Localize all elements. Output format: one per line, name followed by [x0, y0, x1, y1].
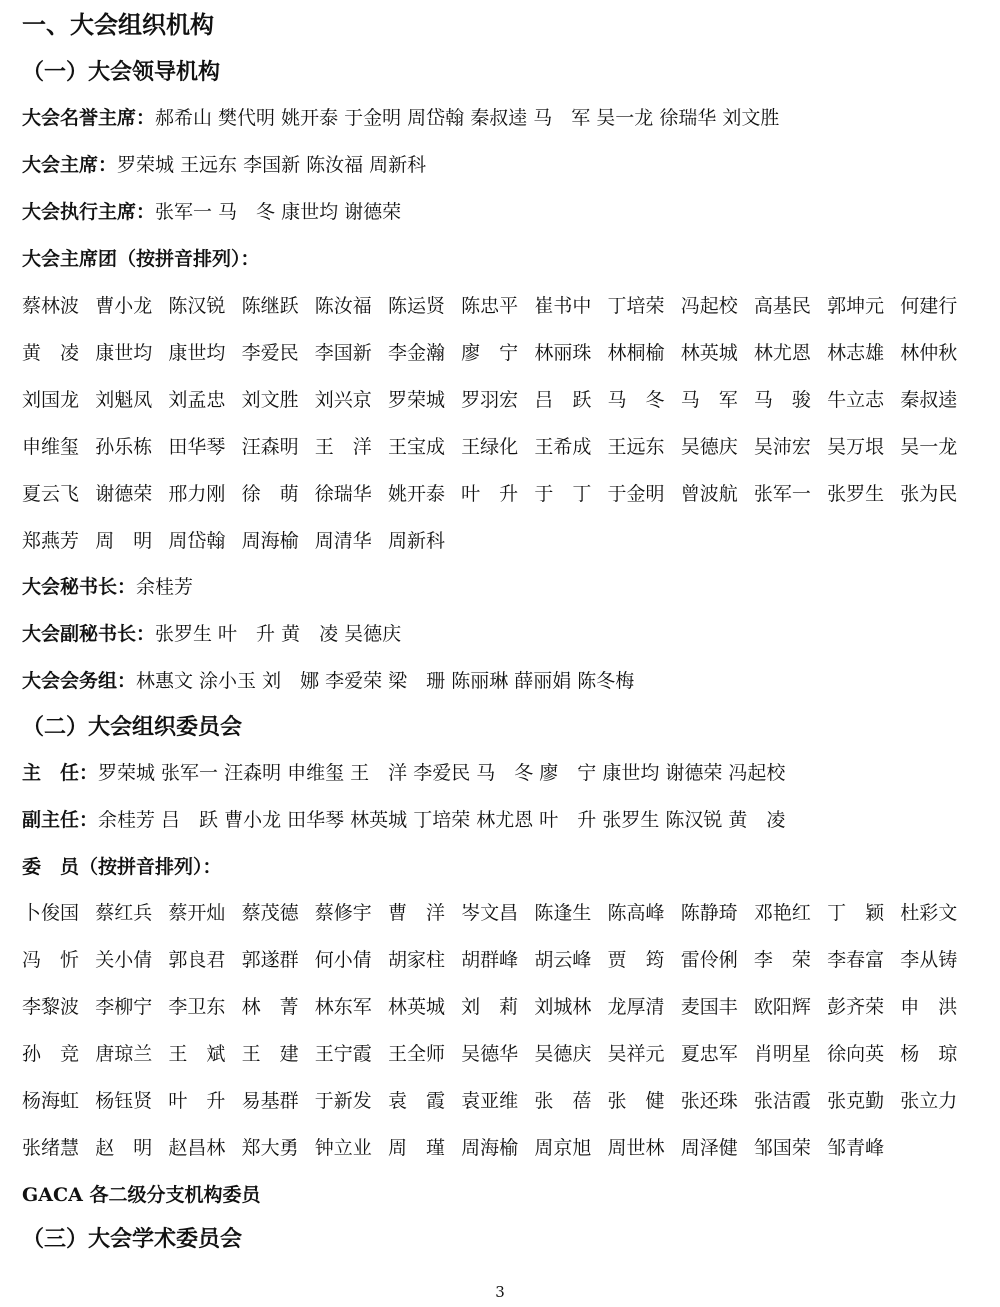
name-entry: 周泽健: [680, 1137, 738, 1159]
chair-line: [22, 151, 426, 179]
name-entry: 徐 萌: [241, 483, 299, 505]
honorary-chairs-label: 大会名誉主席：: [22, 107, 156, 129]
name-entry: 王远东: [607, 436, 665, 458]
section-heading-academic-committee: （三）大会学术委员会: [22, 1226, 243, 1252]
name-entry: 吴沛宏: [753, 436, 811, 458]
name-entry: 蔡林波: [22, 295, 80, 317]
members-label: 委 员（按拼音排列）：: [22, 856, 222, 878]
name-entry: 孙乐栋: [95, 436, 153, 458]
name-entry: 林 菁: [241, 996, 299, 1018]
name-entry: 李黎波: [22, 996, 80, 1018]
name-entry: 曾波航: [680, 483, 738, 505]
name-entry: 吴万垠: [827, 436, 885, 458]
name-entry: 林尤恩: [753, 342, 811, 364]
name-entry: 郭遂群: [241, 949, 299, 971]
director-names: 罗荣城 张军一 汪森明 申维玺 王 洋 李爱民 马 冬 廖 宁 康世均 谢德荣 冯起校: [98, 762, 786, 784]
name-entry: 何小倩: [314, 949, 372, 971]
name-entry: 曹 洋: [387, 902, 445, 924]
name-entry: 吴德华: [461, 1043, 519, 1065]
name-entry: 王 斌: [168, 1043, 226, 1065]
secretary-label: 大会秘书长：: [22, 576, 137, 598]
name-entry: 邓艳红: [753, 902, 811, 924]
secretary-names: 余桂芳: [136, 576, 194, 598]
name-entry: 于 丁: [534, 483, 592, 505]
name-entry: 邹国荣: [753, 1137, 811, 1159]
name-entry: 吴一龙: [900, 436, 958, 458]
name-entry: 唐琼兰: [95, 1043, 153, 1065]
name-entry: 陈高峰: [607, 902, 665, 924]
name-entry: 张为民: [900, 483, 958, 505]
name-entry: 钟立业: [314, 1137, 372, 1159]
name-entry: 夏云飞: [22, 483, 80, 505]
name-entry: 杨钰贤: [95, 1090, 153, 1112]
affairs-group-line: [22, 667, 634, 695]
name-entry: 麦国丰: [680, 996, 738, 1018]
name-entry: 周 明: [95, 530, 153, 552]
executive-chair-names: 张军一 马 冬 康世均 谢德荣: [155, 201, 402, 223]
page-title: 一、大会组织机构: [22, 10, 214, 39]
honorary-chairs-names: 郝希山 樊代明 姚开泰 于金明 周岱翰 秦叔逵 马 军 吴一龙 徐瑞华 刘文胜: [155, 107, 780, 129]
name-entry: 邹青峰: [827, 1137, 885, 1159]
name-entry: 王希成: [534, 436, 592, 458]
name-entry: 冯 忻: [22, 949, 80, 971]
name-entry: 康世均: [168, 342, 226, 364]
name-entry: 胡家柱: [387, 949, 445, 971]
name-entry: 龙厚清: [607, 996, 665, 1018]
name-entry: 刘魁凤: [95, 389, 153, 411]
name-entry: 陈运贤: [387, 295, 445, 317]
name-entry: 吴祥元: [607, 1043, 665, 1065]
name-entry: 罗荣城: [387, 389, 445, 411]
deputy-secretary-label: 大会副秘书长：: [22, 623, 156, 645]
name-entry: 丁培荣: [607, 295, 665, 317]
name-entry: 孙 竞: [22, 1043, 80, 1065]
name-entry: 蔡红兵: [95, 902, 153, 924]
name-entry: 叶 升: [168, 1090, 226, 1112]
name-entry: 郭坤元: [827, 295, 885, 317]
name-entry: 刘孟忠: [168, 389, 226, 411]
name-entry: 田华琴: [168, 436, 226, 458]
name-entry: 张罗生: [827, 483, 885, 505]
name-entry: 郑大勇: [241, 1137, 299, 1159]
chair-names: 罗荣城 王远东 李国新 陈汝福 周新科: [117, 154, 427, 176]
name-entry: 周新科: [387, 530, 445, 552]
name-entry: 张洁霞: [753, 1090, 811, 1112]
name-entry: 廖 宁: [461, 342, 519, 364]
name-entry: 李春富: [827, 949, 885, 971]
name-entry: 刘 莉: [461, 996, 519, 1018]
name-entry: 赵昌林: [168, 1137, 226, 1159]
presidium-heading-line: [22, 245, 260, 273]
name-entry: 胡群峰: [461, 949, 519, 971]
name-entry: 徐瑞华: [314, 483, 372, 505]
name-entry: 蔡茂德: [241, 902, 299, 924]
name-entry: 周京旭: [534, 1137, 592, 1159]
name-entry: 王宁霞: [314, 1043, 372, 1065]
name-entry: 张立力: [900, 1090, 958, 1112]
name-entry: 卜俊国: [22, 902, 80, 924]
name-entry: 肖明星: [753, 1043, 811, 1065]
name-entry: 何建行: [900, 295, 958, 317]
name-entry: 吴德庆: [680, 436, 738, 458]
name-entry: 王宝成: [387, 436, 445, 458]
section-heading-leadership: （一）大会领导机构: [22, 59, 221, 85]
name-entry: 于新发: [314, 1090, 372, 1112]
name-entry: 罗羽宏: [461, 389, 519, 411]
vice-director-label: 副主任：: [22, 809, 99, 831]
name-entry: 胡云峰: [534, 949, 592, 971]
name-entry: 李柳宁: [95, 996, 153, 1018]
name-entry: 林志雄: [827, 342, 885, 364]
name-entry: 秦叔逵: [900, 389, 958, 411]
director-line: [22, 759, 785, 787]
name-entry: 郑燕芳: [22, 530, 80, 552]
name-entry: 陈继跃: [241, 295, 299, 317]
name-entry: 邢力刚: [168, 483, 226, 505]
name-entry: 陈逢生: [534, 902, 592, 924]
name-entry: 王 洋: [314, 436, 372, 458]
name-entry: 李 荣: [753, 949, 811, 971]
presidium-name-grid: [22, 292, 973, 574]
name-entry: 张还珠: [680, 1090, 738, 1112]
name-entry: 冯起校: [680, 295, 738, 317]
vice-director-names: 余桂芳 吕 跃 曹小龙 田华琴 林英城 丁培荣 林尤恩 叶 升 张罗生 陈汉锐 黄 凌: [98, 809, 786, 831]
name-entry: 郭良君: [168, 949, 226, 971]
name-entry: 李卫东: [168, 996, 226, 1018]
name-entry: 崔书中: [534, 295, 592, 317]
name-entry: 岑文昌: [461, 902, 519, 924]
name-entry: 林桐榆: [607, 342, 665, 364]
name-entry: 张 健: [607, 1090, 665, 1112]
name-entry: 于金明: [607, 483, 665, 505]
deputy-secretary-line: [22, 620, 401, 648]
name-entry: 欧阳辉: [753, 996, 811, 1018]
name-entry: 王 建: [241, 1043, 299, 1065]
name-entry: 周海榆: [241, 530, 299, 552]
name-entry: 张克勤: [827, 1090, 885, 1112]
name-entry: 陈静琦: [680, 902, 738, 924]
name-entry: 关小倩: [95, 949, 153, 971]
name-entry: 张绪慧: [22, 1137, 80, 1159]
name-entry: 李金瀚: [387, 342, 445, 364]
members-name-grid: [22, 899, 973, 1181]
name-entry: 陈汉锐: [168, 295, 226, 317]
secretary-line: [22, 573, 193, 601]
name-entry: 张 蓓: [534, 1090, 592, 1112]
executive-chair-line: [22, 198, 401, 226]
name-entry: 曹小龙: [95, 295, 153, 317]
name-entry: 康世均: [95, 342, 153, 364]
gaca-members-text: GACA 各二级分支机构委员: [22, 1184, 261, 1206]
name-entry: 林丽珠: [534, 342, 592, 364]
name-entry: 姚开泰: [387, 483, 445, 505]
name-entry: 袁 霞: [387, 1090, 445, 1112]
director-label: 主 任：: [22, 762, 99, 784]
name-entry: 林东军: [314, 996, 372, 1018]
affairs-group-names: 林惠文 涂小玉 刘 娜 李爱荣 梁 珊 陈丽琳 薛丽娟 陈冬梅: [136, 670, 635, 692]
chair-label: 大会主席：: [22, 154, 118, 176]
name-entry: 蔡开灿: [168, 902, 226, 924]
name-entry: 李从铸: [900, 949, 958, 971]
name-entry: 林仲秋: [900, 342, 958, 364]
name-entry: 赵 明: [95, 1137, 153, 1159]
name-entry: 申维玺: [22, 436, 80, 458]
name-entry: 杨 琼: [900, 1043, 958, 1065]
name-entry: 李爱民: [241, 342, 299, 364]
name-entry: 杜彩文: [900, 902, 958, 924]
name-entry: 黄 凌: [22, 342, 80, 364]
name-entry: 王全师: [387, 1043, 445, 1065]
name-entry: 李国新: [314, 342, 372, 364]
name-entry: 周海榆: [461, 1137, 519, 1159]
name-entry: 丁 颖: [827, 902, 885, 924]
name-entry: 陈忠平: [461, 295, 519, 317]
name-entry: 周世林: [607, 1137, 665, 1159]
name-entry: 刘城林: [534, 996, 592, 1018]
page-number: 3: [495, 1283, 505, 1301]
name-entry: 杨海虹: [22, 1090, 80, 1112]
name-entry: 袁亚维: [461, 1090, 519, 1112]
vice-director-line: [22, 806, 785, 834]
name-entry: 雷伶俐: [680, 949, 738, 971]
name-entry: 马 军: [680, 389, 738, 411]
members-heading-line: [22, 853, 222, 881]
presidium-label: 大会主席团（按拼音排列）：: [22, 248, 260, 270]
name-entry: 刘兴京: [314, 389, 372, 411]
name-entry: 陈汝福: [314, 295, 372, 317]
name-entry: 夏忠军: [680, 1043, 738, 1065]
executive-chair-label: 大会执行主席：: [22, 201, 156, 223]
name-entry: 徐向英: [827, 1043, 885, 1065]
name-entry: 刘国龙: [22, 389, 80, 411]
name-entry: 谢德荣: [95, 483, 153, 505]
deputy-secretary-names: 张罗生 叶 升 黄 凌 吴德庆: [155, 623, 402, 645]
name-entry: 牛立志: [827, 389, 885, 411]
name-entry: 王绿化: [461, 436, 519, 458]
gaca-members-line: [22, 1181, 260, 1209]
honorary-chairs-line: [22, 104, 779, 132]
affairs-group-label: 大会会务组：: [22, 670, 137, 692]
name-entry: 申 洪: [900, 996, 958, 1018]
name-entry: 周清华: [314, 530, 372, 552]
name-entry: 叶 升: [461, 483, 519, 505]
section-heading-organizing-committee: （二）大会组织委员会: [22, 714, 243, 740]
name-entry: 吕 跃: [534, 389, 592, 411]
name-entry: 蔡修宇: [314, 902, 372, 924]
name-entry: 林英城: [680, 342, 738, 364]
name-entry: 易基群: [241, 1090, 299, 1112]
name-entry: 马 冬: [607, 389, 665, 411]
name-entry: 刘文胜: [241, 389, 299, 411]
name-entry: 高基民: [753, 295, 811, 317]
name-entry: 张军一: [753, 483, 811, 505]
name-entry: 周岱翰: [168, 530, 226, 552]
name-entry: 周 瑾: [387, 1137, 445, 1159]
name-entry: 吴德庆: [534, 1043, 592, 1065]
name-entry: 贾 筠: [607, 949, 665, 971]
name-entry: 林英城: [387, 996, 445, 1018]
name-entry: 彭齐荣: [827, 996, 885, 1018]
name-entry: 汪森明: [241, 436, 299, 458]
name-entry: 马 骏: [753, 389, 811, 411]
